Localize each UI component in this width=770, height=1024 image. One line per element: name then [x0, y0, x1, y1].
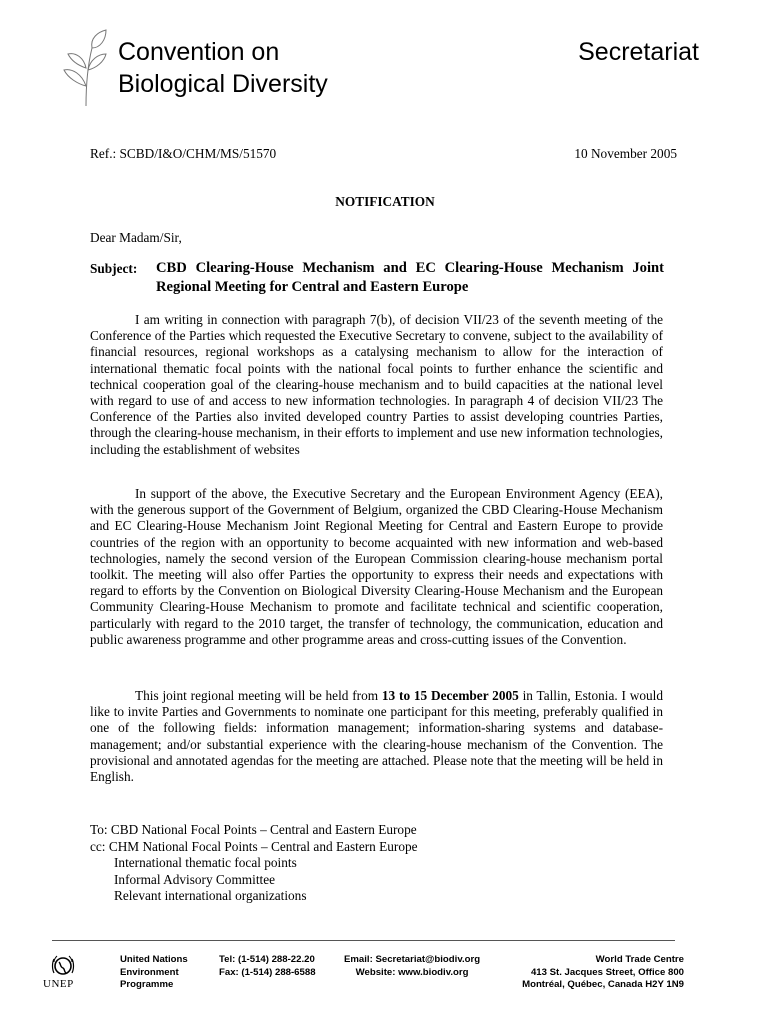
cc-item: Relevant international organizations: [114, 888, 307, 903]
paragraph3-intro: This joint regional meeting will be held from: [135, 688, 382, 703]
to-line: To: CBD National Focal Points – Central and Eastern Europe: [90, 822, 417, 837]
unep-globe-icon: [50, 953, 76, 979]
leaf-logo-icon: [62, 28, 108, 108]
subject-title: CBD Clearing-House Mechanism and EC Clearing-House Mechanism Joint Regional Meeting for Central and Eastern Europe: [156, 260, 664, 295]
body-paragraph-3: [90, 688, 663, 785]
org-name-line2: Biological Diversity: [118, 70, 328, 98]
subject-label: Subject:: [90, 261, 138, 276]
footer-web-column: [344, 954, 480, 979]
footer-org-column: [120, 954, 188, 992]
meeting-dates: 13 to 15 December 2005: [381, 688, 519, 703]
footer-website: Website: www.biodiv.org: [355, 966, 469, 978]
cc-item: Informal Advisory Committee: [114, 871, 276, 887]
salutation: Dear Madam/Sir,: [90, 230, 182, 245]
footer-fax: Fax: (1-514) 288-6588: [219, 966, 316, 978]
footer-divider: [52, 940, 675, 941]
org-name-line1: Convention on: [118, 38, 280, 66]
cc-line: cc: CHM National Focal Points – Central and Eastern Europe: [90, 838, 418, 854]
footer-address-line: Montréal, Québec, Canada H2Y 1N9: [522, 979, 684, 990]
reference-number: Ref.: SCBD/I&O/CHM/MS/51570: [90, 146, 277, 161]
distribution-list: [90, 822, 418, 905]
footer-org-line: United Nations: [120, 954, 188, 965]
unep-label: UNEP: [43, 978, 74, 990]
body-paragraph-2: In support of the above, the Executive Secretary and the European Environment Agency (EEA), with the generous support of the Government of Belgium, organized the CBD Clearing-House Mechanism and EC Clearing-House Mechanism Joint Regional Meeting for Central and Eastern Europe to provide countries of the region with an opportunity to become acquainted with new information and web-based technologies, namely the second version of the European Commission clearing-house mechanism portal toolkit. The meeting will also offer Parties the opportunity to express their needs and expectations with regard to efforts by the Convention on Biological Diversity Clearing-House Mechanism and the European Community Clearing-House Mechanism to promote and facilitate technical and scientific cooperation, particularly with regard to the 2010 target, the transfer of technology, the communication, education and public awareness programme and other programme areas and cross-cutting issues of the Convention.: [90, 486, 663, 647]
footer-phone-column: [219, 954, 316, 979]
footer-tel: Tel: (1-514) 288-22.20: [219, 954, 315, 965]
footer-address-line: 413 St. Jacques Street, Office 800: [530, 966, 684, 978]
footer-org-line: Programme: [120, 979, 174, 990]
secretariat-heading: Secretariat: [578, 38, 699, 66]
footer-org-line: Environment: [120, 966, 179, 978]
notification-heading: NOTIFICATION: [335, 194, 435, 209]
cc-item: International thematic focal points: [114, 855, 297, 870]
paragraph3-rest: in Tallin, Estonia. I would like to invite Parties and Governments to nominate one participant for this meeting, preferably qualified in one of the following fields: information management; information-sharing systems and database-management; and/or substantial experience with the clearing-house mechanism of the Convention. The provisional and annotated agendas for the meeting are attached. Please note that the meeting will be held in English.: [90, 688, 663, 785]
footer-address-column: [522, 954, 684, 992]
footer-email: Email: Secretariat@biodiv.org: [344, 954, 481, 965]
letter-date: 10 November 2005: [574, 146, 677, 161]
body-paragraph-1: I am writing in connection with paragraph 7(b), of decision VII/23 of the seventh meeting of the Conference of the Parties which requested the Executive Secretary to convene, subject to the availability of financial resources, regional workshops as a catalysing mechanism to allow for the interaction of international thematic focal points with the national focal points to further enhance the scientific and technical cooperation goal of the clearing-house mechanism and to build capacities at the national level with regard to use of and access to new information technologies. In paragraph 4 of decision VII/23 The Conference of the Parties also invited developed country Parties to assist developing countries Parties, through the clearing-house mechanism, in their efforts to implement and use new information technologies, including the establishment of websites: [90, 312, 663, 457]
subject-block: [90, 259, 664, 297]
footer-address-line: World Trade Centre: [595, 954, 684, 965]
